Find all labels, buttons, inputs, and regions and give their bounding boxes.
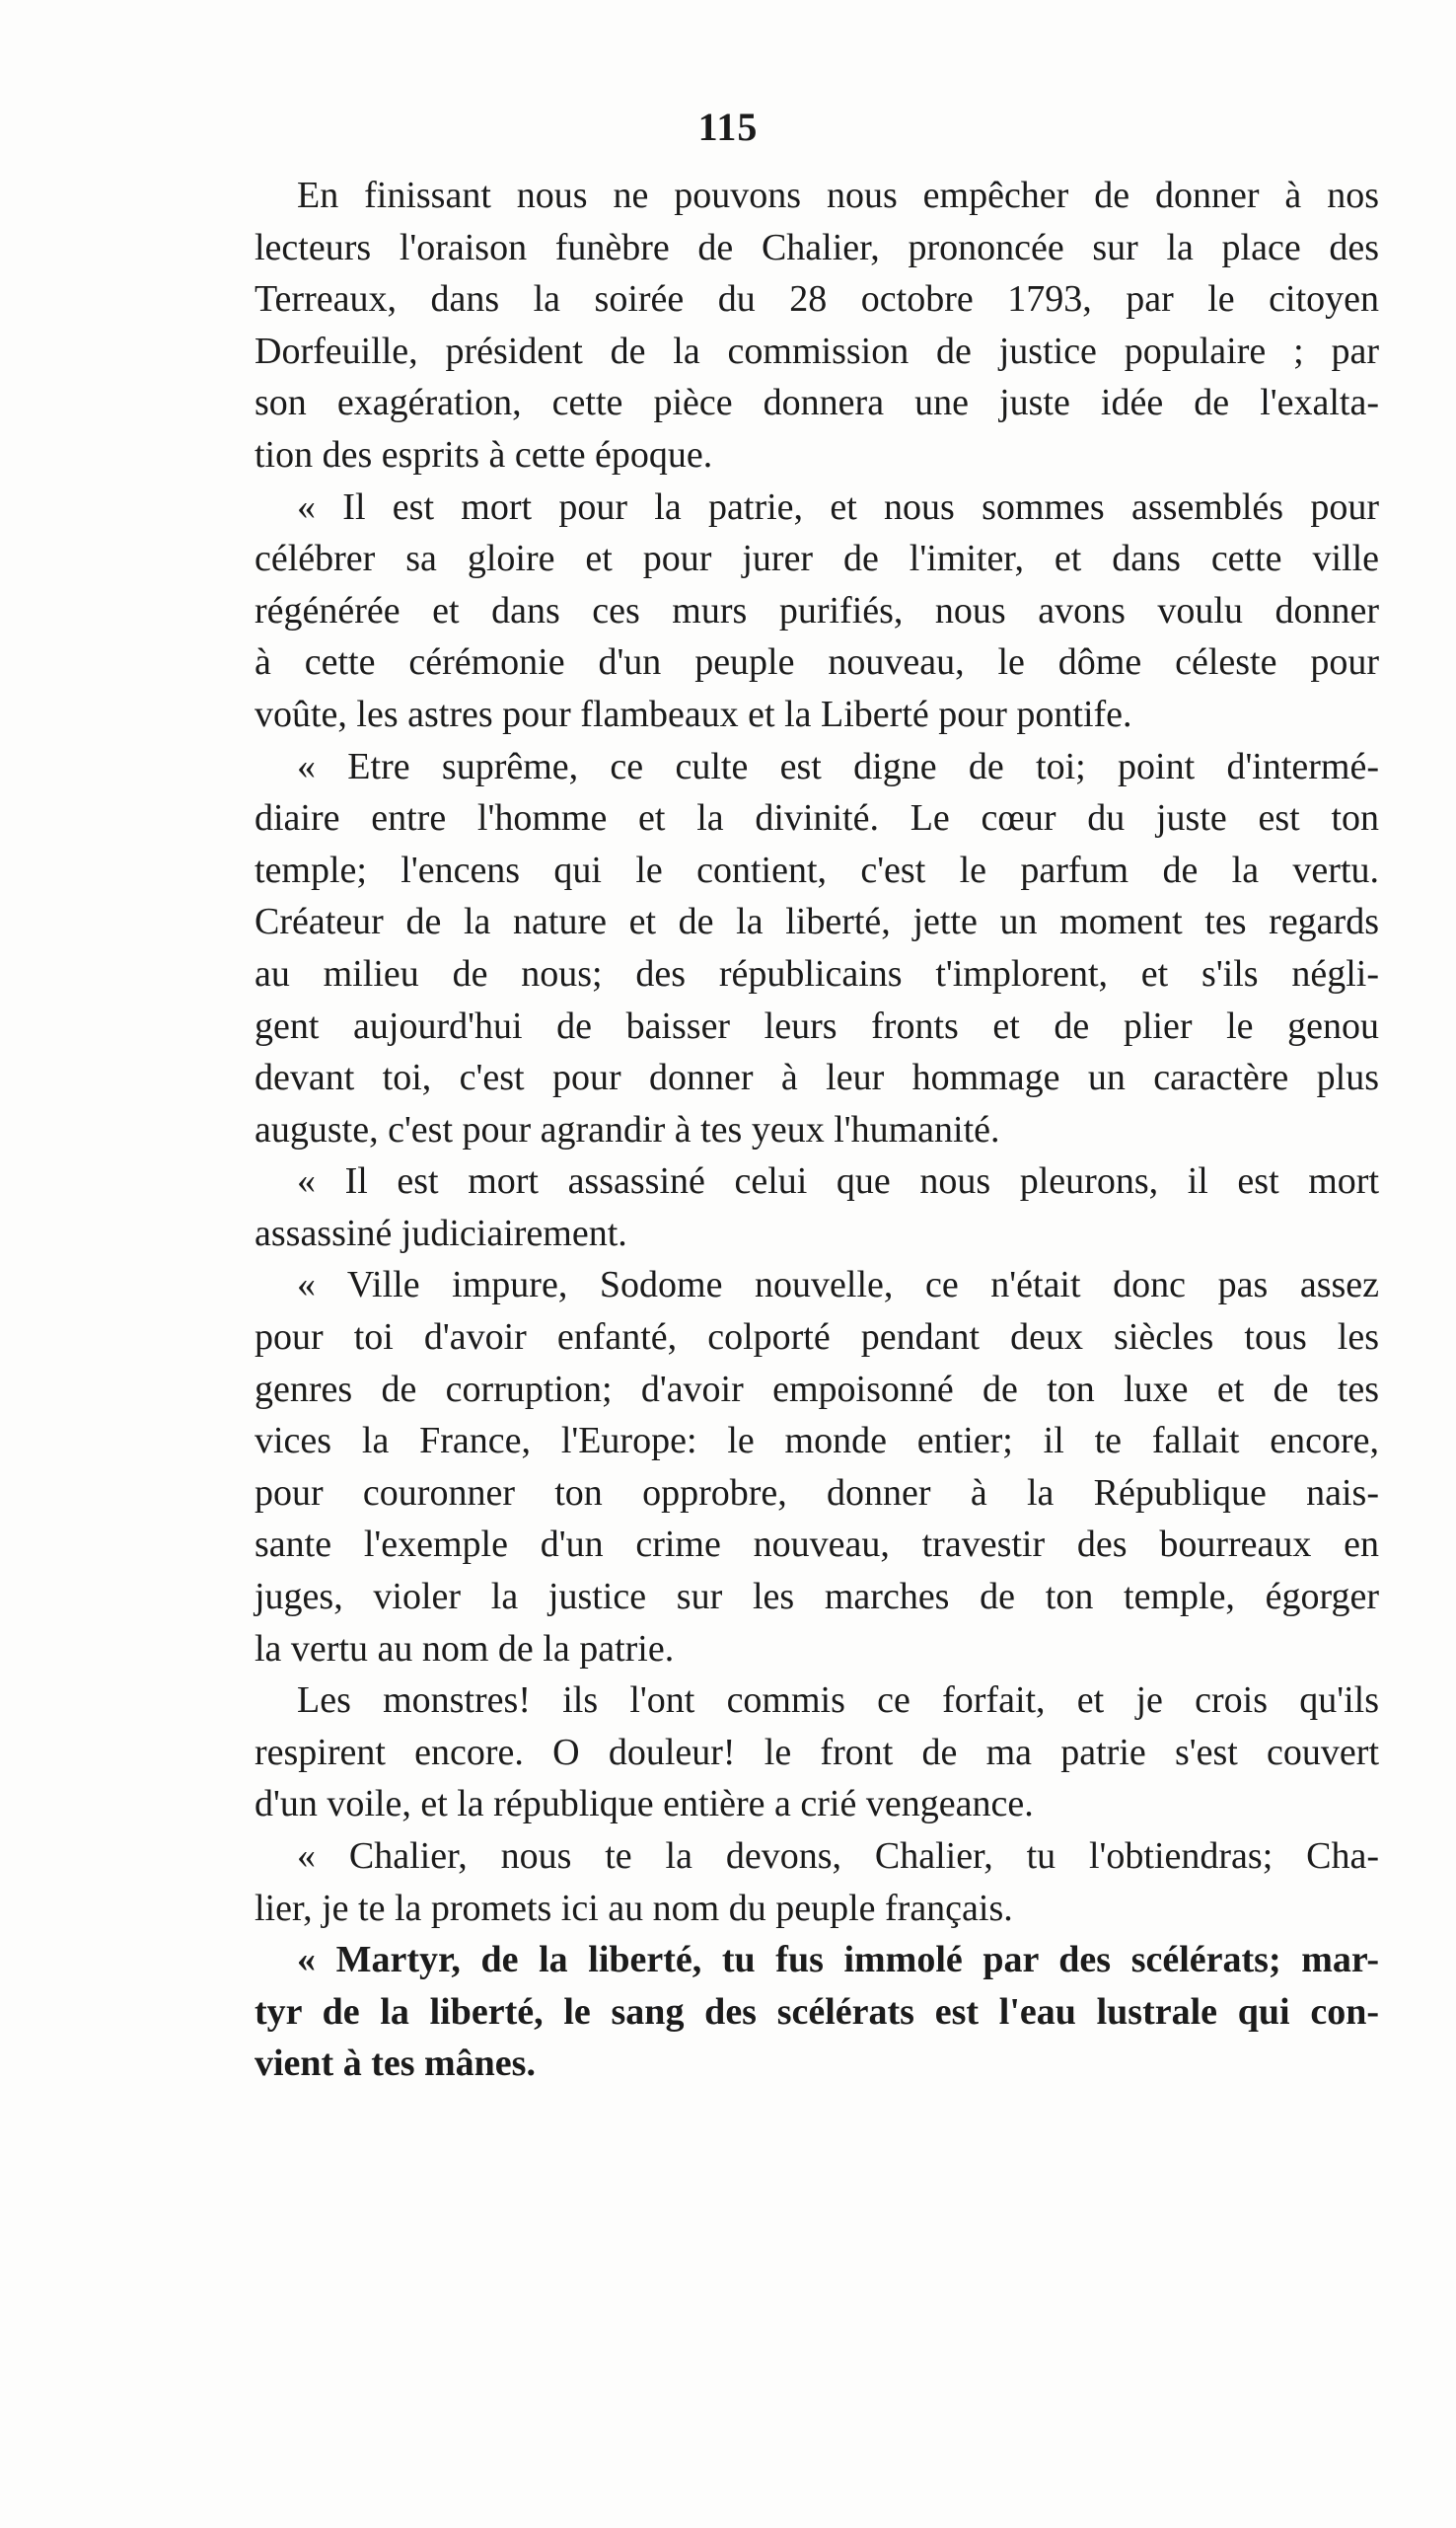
text-line: la vertu au nom de la patrie. xyxy=(255,1627,675,1670)
text-line: lecteurs l'oraison funèbre de Chalier, prononcée sur la place des xyxy=(255,226,1379,268)
text-line: tyr de la liberté, le sang des scélérats est l'eau lustrale qui con- xyxy=(255,1990,1379,2033)
text-line: Les monstres! ils l'ont commis ce forfait, et je crois qu'ils xyxy=(297,1679,1379,1722)
text-line: Créateur de la nature et de la liberté, jette un moment tes regards xyxy=(255,901,1379,943)
text-line: En finissant nous ne pouvons nous empêcher de donner à nos xyxy=(297,175,1379,216)
text-line: son exagération, cette pièce donnera une juste idée de l'exalta- xyxy=(255,382,1379,424)
text-line: tion des esprits à cette époque. xyxy=(255,433,713,476)
text-line: voûte, les astres pour flambeaux et la Liberté pour pontife. xyxy=(255,693,1132,735)
text-line: « Martyr, de la liberté, tu fus immolé par des scélérats; mar- xyxy=(297,1939,1379,1981)
text-line: auguste, c'est pour agrandir à tes yeux l'humanité. xyxy=(255,1108,1000,1151)
text-line: gent aujourd'hui de baisser leurs fronts et de plier le genou xyxy=(255,1004,1379,1047)
text-line: assassiné judiciairement. xyxy=(255,1212,627,1254)
text-line: « Ville impure, Sodome nouvelle, ce n'était donc pas assez xyxy=(297,1264,1379,1306)
text-line: respirent encore. O douleur! le front de ma patrie s'est couvert xyxy=(255,1731,1379,1773)
text-line: juges, violer la justice sur les marches de ton temple, égorger xyxy=(255,1576,1379,1618)
text-line: « Il est mort assassiné celui que nous pleurons, il est mort xyxy=(297,1160,1379,1203)
text-line: à cette cérémonie d'un peuple nouveau, le dôme céleste pour xyxy=(255,641,1379,684)
text-line: vient à tes mânes. xyxy=(255,2043,536,2085)
page-number: 115 xyxy=(697,105,759,149)
text-line: régénérée et dans ces murs purifiés, nous avons voulu donner xyxy=(255,589,1379,632)
text-line: diaire entre l'homme et la divinité. Le cœur du juste est ton xyxy=(255,797,1379,840)
text-line: « Chalier, nous te la devons, Chalier, tu l'obtiendras; Cha- xyxy=(297,1835,1379,1877)
body-text xyxy=(255,170,1379,2090)
text-line: vices la France, l'Europe: le monde entier; il te fallait encore, xyxy=(255,1420,1379,1462)
text-line: célébrer sa gloire et pour jurer de l'imiter, et dans cette ville xyxy=(255,538,1379,580)
text-line: « Etre suprême, ce culte est digne de toi; point d'intermé- xyxy=(297,745,1379,787)
text-line: d'un voile, et la république entière a crié vengeance. xyxy=(255,1783,1034,1825)
text-line: Terreaux, dans la soirée du 28 octobre 1793, par le citoyen xyxy=(255,278,1379,321)
text-line: lier, je te la promets ici au nom du peuple français. xyxy=(255,1887,1013,1929)
text-line: Dorfeuille, président de la commission de justice populaire ; par xyxy=(255,330,1379,372)
text-line: devant toi, c'est pour donner à leur hommage un caractère plus xyxy=(255,1057,1379,1099)
text-line: pour couronner ton opprobre, donner à la République nais- xyxy=(255,1471,1379,1514)
text-line: genres de corruption; d'avoir empoisonné de ton luxe et de tes xyxy=(255,1368,1379,1410)
text-line: pour toi d'avoir enfanté, colporté pendant deux siècles tous les xyxy=(255,1316,1379,1359)
text-line: temple; l'encens qui le contient, c'est le parfum de la vertu. xyxy=(255,849,1379,891)
text-line: « Il est mort pour la patrie, et nous sommes assemblés pour xyxy=(297,485,1379,528)
text-line: sante l'exemple d'un crime nouveau, travestir des bourreaux en xyxy=(255,1524,1379,1566)
text-line: au milieu de nous; des républicains t'implorent, et s'ils négli- xyxy=(255,952,1379,995)
